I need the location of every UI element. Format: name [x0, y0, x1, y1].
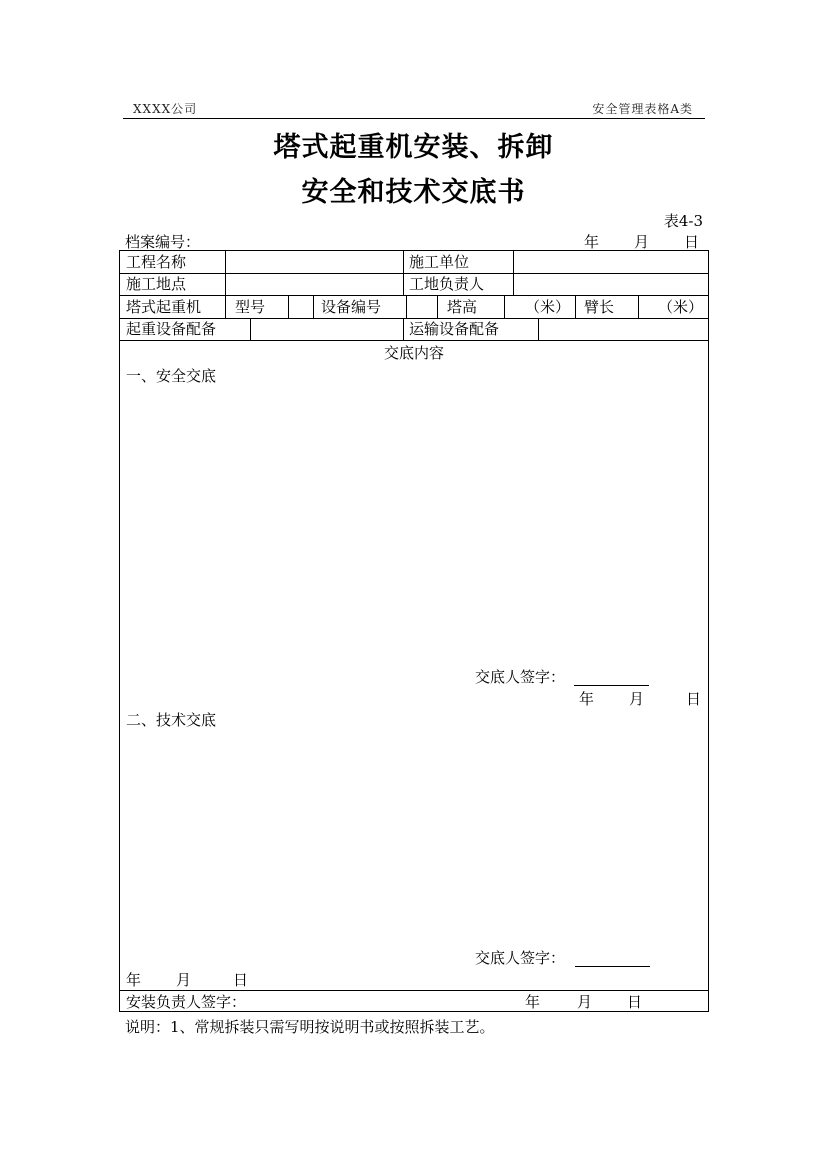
- form-category: 安全管理表格A类: [592, 102, 693, 116]
- install-manager-signature-label: 安装负责人签字：: [126, 993, 247, 1011]
- date-month-label: 月: [629, 690, 645, 708]
- date-year-label: 年: [126, 971, 142, 989]
- arm-length-unit: （米）: [658, 298, 704, 316]
- transport-equipment-label: 运输设备配备: [409, 320, 500, 338]
- date-month-label: 月: [176, 971, 192, 989]
- height-unit: （米）: [525, 298, 571, 316]
- header-divider: [123, 118, 705, 119]
- footnote: 说明：1、常规拆装只需写明按说明书或按照拆装工艺。: [125, 1018, 495, 1036]
- row-divider: [120, 340, 708, 341]
- safety-disclosure-heading: 一、安全交底: [126, 367, 217, 385]
- contractor-label: 施工单位: [409, 253, 470, 271]
- date-day-label: 日: [684, 233, 700, 251]
- col-divider: [288, 295, 289, 318]
- model-label: 型号: [235, 298, 266, 316]
- equipment-number-label: 设备编号: [321, 298, 382, 316]
- col-divider: [313, 295, 314, 318]
- form-number: 表4-3: [663, 212, 703, 230]
- date-month-label: 月: [634, 233, 650, 251]
- site-manager-label: 工地负责人: [409, 275, 485, 293]
- document-title-line2: 安全和技术交底书: [301, 177, 526, 208]
- signer-label: 交底人签字：: [475, 668, 566, 686]
- date-month-label: 月: [577, 993, 593, 1011]
- col-divider: [403, 251, 404, 295]
- signature-line: [574, 685, 649, 686]
- row-divider: [120, 295, 708, 296]
- arm-length-label: 臂长: [584, 298, 615, 316]
- col-divider: [504, 295, 505, 318]
- col-divider: [225, 251, 226, 295]
- date-day-label: 日: [233, 971, 249, 989]
- lifting-equipment-label: 起重设备配备: [126, 320, 217, 338]
- col-divider: [575, 295, 576, 318]
- signature-line: [575, 966, 650, 967]
- col-divider: [250, 318, 251, 340]
- col-divider: [225, 295, 226, 318]
- date-year-label: 年: [579, 690, 595, 708]
- date-year-label: 年: [584, 233, 600, 251]
- content-header: 交底内容: [383, 344, 444, 362]
- date-day-label: 日: [686, 690, 702, 708]
- col-divider: [538, 318, 539, 340]
- signer-label: 交底人签字：: [475, 949, 566, 967]
- company-name: XXXX公司: [133, 102, 198, 116]
- date-year-label: 年: [525, 993, 541, 1011]
- row-divider: [120, 990, 708, 991]
- date-day-label: 日: [627, 993, 643, 1011]
- project-name-label: 工程名称: [126, 253, 187, 271]
- tower-crane-label: 塔式起重机: [126, 298, 202, 316]
- technical-disclosure-heading: 二、技术交底: [126, 711, 217, 729]
- col-divider: [403, 318, 404, 340]
- col-divider: [638, 295, 639, 318]
- archive-number-label: 档案编号：: [125, 233, 201, 251]
- col-divider: [437, 295, 438, 318]
- site-location-label: 施工地点: [126, 275, 187, 293]
- col-divider: [513, 251, 514, 295]
- col-divider: [406, 295, 407, 318]
- document-title-line1: 塔式起重机安装、拆卸: [273, 132, 554, 163]
- disclosure-form-table: [119, 250, 709, 1012]
- tower-height-label: 塔高: [447, 298, 478, 316]
